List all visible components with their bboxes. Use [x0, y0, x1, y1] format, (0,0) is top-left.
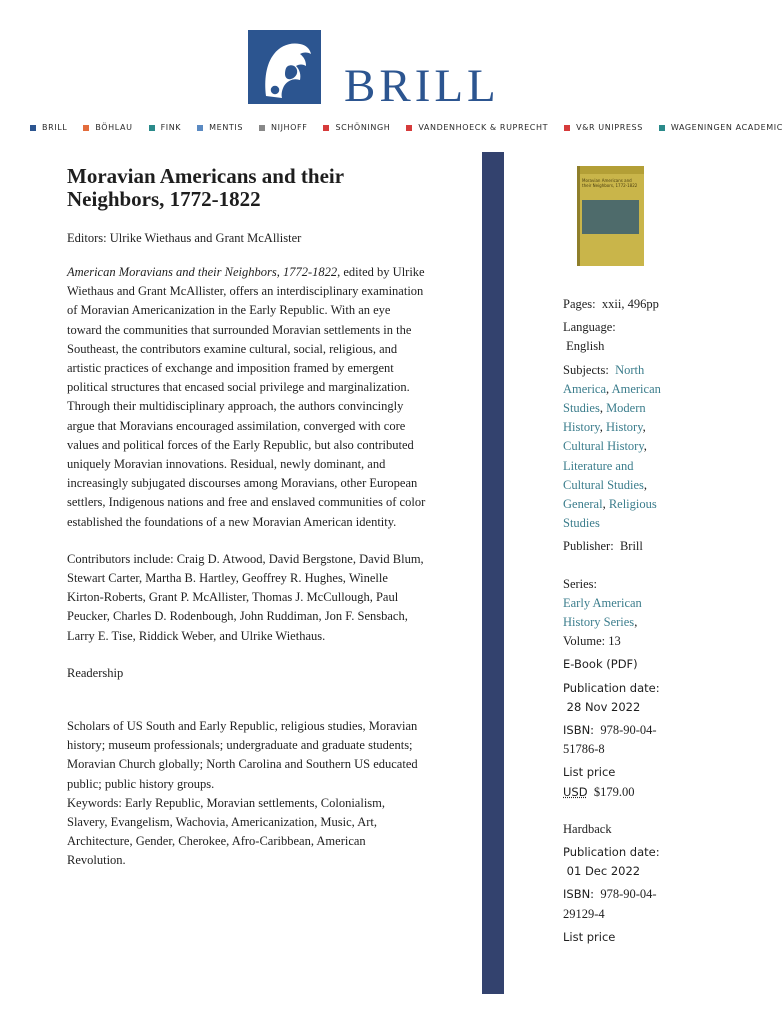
cover-header-band: [577, 166, 644, 174]
approach-paragraph: Through their multidisciplinary approach, the authors convincingly argue that Moravians encouraged assimilation, converged with core values and political forces of the Early Republic, but also contributed uniquely Moravian innovations. Residual, newly dominant, and increasingly subjugated discourses among Moravians, other European settlers, Indigenous nations and free and enslaved communities of color established the foundations of a new Moravian American identity.: [67, 399, 426, 529]
hardback-price: List price: [563, 929, 616, 944]
hardback-isbn-label: ISBN:: [563, 887, 595, 902]
series-label: Series:: [563, 576, 598, 591]
ebook-pubdate-label: Publication date:: [563, 680, 660, 695]
brill-wordmark: BRILL: [344, 60, 500, 112]
imprint-label: BÖHLAU: [95, 123, 133, 132]
spacer: [563, 561, 663, 575]
imprint-square-icon: [30, 125, 36, 131]
imprint-brill[interactable]: [30, 123, 67, 132]
hardback-format: Hardback: [563, 821, 612, 836]
imprint-fink[interactable]: [149, 123, 182, 132]
intro-text: , edited by Ulrike Wiethaus and Grant McAllister, offers an interdisciplinary examination of Moravian Americanization in the Early Republic. With an eye toward the communities that surrounded Moravian settlements in the Southeast, the contributors examine cultural, social, religious, and artistic practices of exchange and imposition framed by emergent political structures that encased social privilege and marginalization.: [67, 265, 425, 395]
book-cover[interactable]: [577, 166, 644, 266]
subjects-row: Subjects: North America, American Studies, Modern History, History, Cultural History, Literature and Cultural Studies, General, Religious Studies: [563, 362, 661, 531]
subject-link-history[interactable]: History: [605, 420, 643, 435]
hardback-pubdate: [563, 843, 663, 881]
imprint-square-icon: [83, 125, 89, 131]
imprint-nijhoff[interactable]: [259, 123, 307, 132]
subject-link-american-studies[interactable]: American Studies: [563, 381, 661, 416]
pages-value: xxii, 496pp: [601, 297, 659, 311]
ebook-pubdate: [563, 679, 663, 717]
cover-title: Moravian Americans and their Neighbors, 1772-1822: [582, 178, 638, 188]
spacer: [563, 806, 663, 820]
imprint-mentis[interactable]: [197, 123, 243, 132]
ebook-price-label: List price: [563, 765, 616, 780]
publisher-row: [563, 537, 663, 556]
ebook-isbn: [563, 721, 663, 759]
imprint-label: FINK: [160, 123, 182, 132]
imprint-label: MENTIS: [209, 123, 244, 132]
spacer: [67, 683, 427, 717]
intro-title-italic: American Moravians and their Neighbors, 1772-1822: [67, 265, 338, 279]
language-row: [563, 318, 663, 356]
subjects-label: Subjects:: [563, 362, 609, 377]
imprint-bar: [30, 123, 783, 132]
intro-paragraph: [67, 263, 427, 397]
imprint-bohlau[interactable]: [83, 123, 132, 132]
hardback-isbn: [563, 885, 663, 923]
athena-emblem-icon: [248, 30, 321, 104]
ebook-isbn-label: ISBN:: [563, 723, 595, 738]
hardback-pubdate-value: 01 Dec 2022: [566, 864, 641, 879]
language-label: Language:: [563, 320, 616, 335]
volume-value: 13: [608, 634, 621, 649]
imprint-square-icon: [149, 125, 155, 131]
book-details: [563, 295, 663, 951]
ebook-price-value: $179.00: [593, 784, 635, 799]
imprint-square-icon: [564, 125, 570, 131]
imprint-square-icon: [197, 125, 203, 131]
imprint-label: SCHÖNINGH: [335, 123, 391, 132]
publisher-value: Brill: [619, 539, 643, 554]
currency-code[interactable]: USD: [563, 784, 588, 799]
cover-illustration: [582, 200, 639, 234]
readership-text: Scholars of US South and Early Republic, religious studies, Moravian history; museum professionals; undergraduate and graduate students; Moravian Church globally; North Carolina and Southern US educated public; public history groups.: [67, 719, 418, 791]
language-value: English: [566, 339, 605, 354]
brill-logo: [248, 30, 500, 112]
cover-spine: [577, 166, 580, 266]
imprint-schoningh[interactable]: [323, 123, 390, 132]
spacer: [67, 646, 427, 664]
readership-heading: Readership: [67, 665, 124, 680]
subject-link-general[interactable]: General: [563, 497, 603, 512]
ebook-isbn-value: 978-90-04-51786-8: [563, 723, 657, 757]
series-row: Series: Early American History Series, Volume: 13: [563, 576, 642, 649]
book-title: Moravian Americans and their Neighbors, 1772-1822: [67, 164, 344, 211]
book-description: [67, 165, 427, 871]
contributors-paragraph: Contributors include: Craig D. Atwood, David Bergstone, David Blum, Stewart Carter, Martha B. Hartley, Geoffrey R. Hughes, Winelle Kirton-Roberts, Grant P. McAllister, Thomas J. McCullough, Paul Peucker, Charles D. Rodenbough, John Ruddiman, Jon F. Sensbach, Larry E. Tise, Riddick Weber, and Ulrike Wiethaus.: [67, 551, 424, 643]
imprint-square-icon: [323, 125, 329, 131]
imprint-wageningen-academic[interactable]: [659, 123, 783, 132]
book-editors: Editors: Ulrike Wiethaus and Grant McAllister: [67, 231, 302, 245]
spacer: [67, 532, 427, 550]
pages-label: Pages:: [563, 297, 596, 311]
imprint-label: NIJHOFF: [271, 123, 308, 132]
volume-label: Volume:: [563, 634, 606, 649]
pages-row: [563, 295, 663, 314]
keywords-text: Keywords: Early Republic, Moravian settlements, Colonialism, Slavery, Evangelism, Wachovia, Americanization, Music, Art, Architecture, Gender, Cherokee, Afro-Caribbean, American Revolution.: [67, 795, 385, 868]
ebook-price: [563, 763, 663, 801]
subject-link-literature-cultural-studies[interactable]: Literature and Cultural Studies: [563, 458, 644, 492]
imprint-label: VANDENHOECK & RUPRECHT: [418, 123, 549, 132]
imprint-vandenhoeck-ruprecht[interactable]: [406, 123, 548, 132]
imprint-label: BRILL: [42, 123, 68, 132]
imprint-square-icon: [406, 125, 412, 131]
series-link[interactable]: Early American History Series: [563, 595, 642, 630]
hardback-isbn-value: 978-90-04-29129-4: [563, 887, 657, 921]
imprint-square-icon: [659, 125, 665, 131]
imprint-label: WAGENINGEN ACADEMIC: [670, 123, 783, 132]
imprint-vr-unipress[interactable]: [564, 123, 643, 132]
subject-link-religious-studies[interactable]: Religious Studies: [563, 497, 657, 531]
imprint-label: V&R UNIPRESS: [576, 123, 643, 132]
subject-link-modern-history[interactable]: Modern History: [563, 401, 646, 435]
ebook-pubdate-value: 28 Nov 2022: [566, 699, 641, 714]
imprint-square-icon: [259, 125, 265, 131]
publisher-label: Publisher:: [563, 539, 614, 554]
divider-bar: [482, 152, 504, 994]
hardback-pubdate-label: Publication date:: [563, 845, 660, 860]
subject-link-cultural-history[interactable]: Cultural History: [563, 439, 644, 454]
subject-link-north-america[interactable]: North America: [563, 362, 645, 396]
ebook-format: E-Book (PDF): [563, 657, 638, 672]
